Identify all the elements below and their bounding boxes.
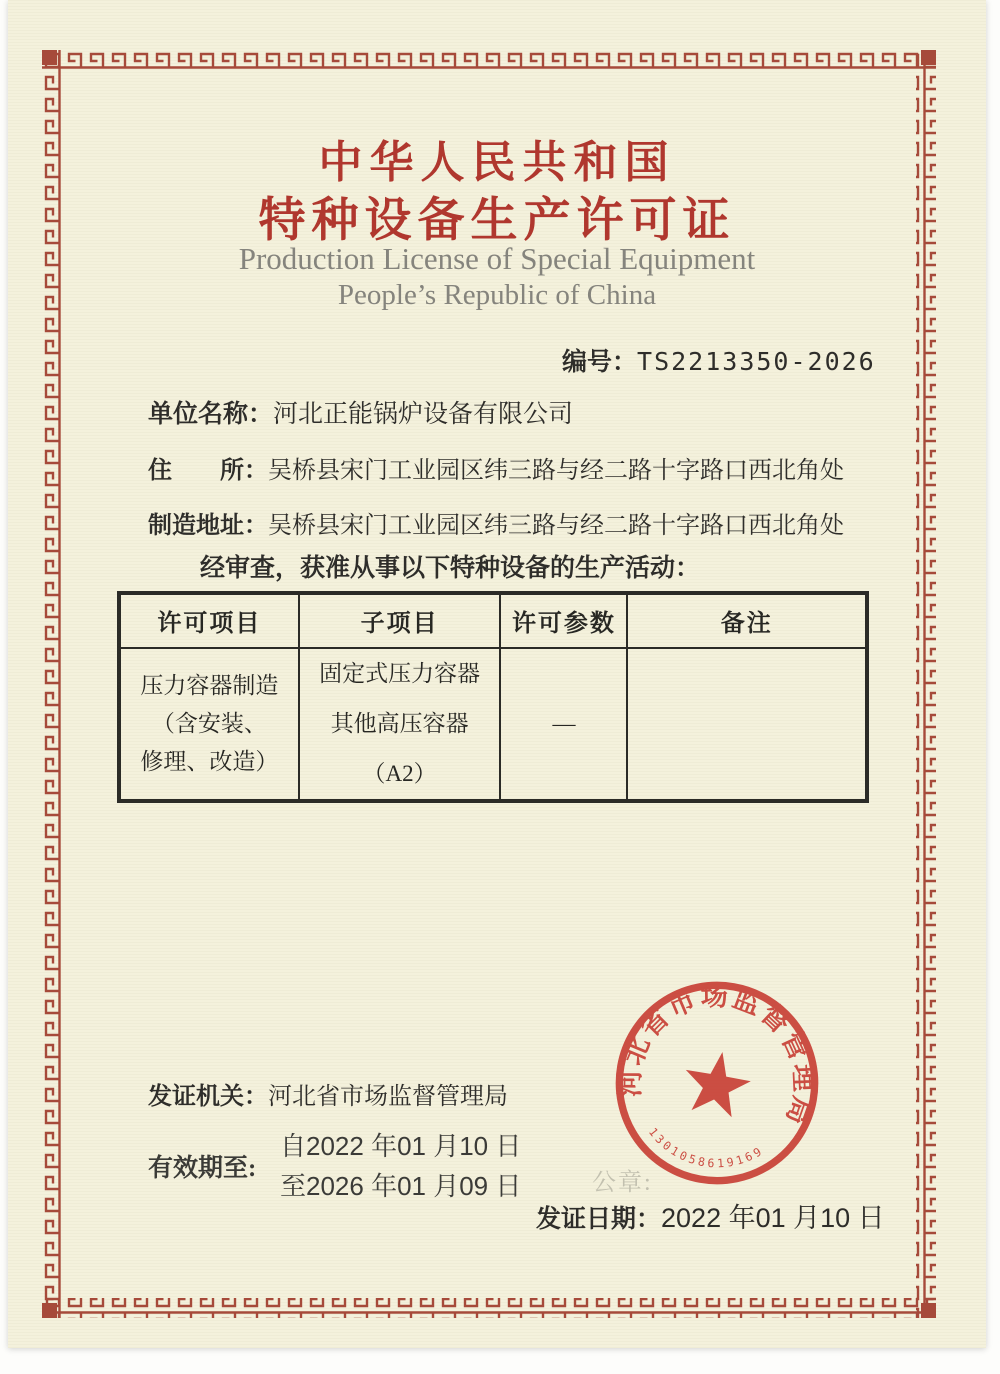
license-number: [562, 342, 876, 378]
manufacture-address-label: 制造地址：: [148, 513, 268, 539]
issue-date-value: 2022 年01 月10 日: [661, 1203, 885, 1233]
official-seal-stamp: [595, 961, 838, 1204]
title-license: 特种设备生产许可证: [258, 195, 736, 247]
unit-name-label: 单位名称：: [148, 401, 274, 428]
seal-star-icon: [679, 1046, 755, 1119]
table-row: [120, 648, 867, 801]
manufacture-address-value: 吴桥县宋门工业园区纬三路与经二路十字路口西北角处: [268, 513, 844, 539]
issuing-authority-label: 发证机关：: [148, 1084, 268, 1110]
title-english-line2: People’s Republic of China: [337, 279, 657, 311]
unit-name-value: 河北正能锅炉设备有限公司: [273, 401, 574, 428]
issue-date-line: [536, 1196, 885, 1235]
svg-text:1301058619169: [642, 1123, 769, 1179]
sub-item-line3: （A2）: [362, 760, 437, 786]
license-number-label: 编号：: [562, 349, 638, 376]
cell-sub-item: [299, 648, 501, 801]
cell-permit-item: [120, 648, 299, 801]
title-english-line1: Production License of Special Equipment: [238, 241, 756, 276]
seal-code-text: 1301058619169: [645, 1124, 767, 1171]
residence-value: 吴桥县宋门工业园区纬三路与经二路十字路口西北角处: [268, 458, 844, 484]
issuing-authority-value: 河北省市场监督管理局: [268, 1084, 508, 1110]
approval-statement: 经审查，获准从事以下特种设备的生产活动：: [200, 555, 701, 582]
header-parameters: 许可参数: [500, 594, 627, 648]
issuing-authority-line: [148, 1076, 508, 1111]
cell-remarks: [627, 648, 866, 801]
header-permit-item: 许可项目: [120, 594, 299, 648]
permit-item-line1: 压力容器制造: [140, 672, 279, 698]
permit-item-line2: （含安装、: [151, 710, 267, 736]
residence-label: 住 所：: [148, 458, 268, 484]
manufacture-address-line: [148, 505, 844, 540]
title-country: 中华人民共和国: [318, 138, 676, 187]
header-sub-item: 子项目: [299, 594, 501, 648]
header-remarks: 备注: [627, 594, 866, 648]
issue-date-label: 发证日期：: [536, 1206, 662, 1233]
permit-table: [118, 592, 868, 802]
residence-line: [148, 450, 844, 485]
cell-parameters: —: [500, 648, 627, 801]
table-header-row: [120, 594, 867, 648]
validity-label: 有效期至:: [148, 1155, 257, 1182]
faint-seal-note: 公章:: [592, 1170, 653, 1196]
unit-name-line: [148, 394, 573, 430]
license-number-value: TS2213350-2026: [637, 347, 876, 376]
validity-to: 至2026 年01 月09 日: [280, 1171, 522, 1201]
permit-item-line3: 修理、改造）: [140, 748, 279, 774]
seal-ring-text: 河北省市场监督管理局: [615, 981, 820, 1131]
sub-item-line1: 固定式压力容器: [319, 660, 481, 686]
validity-dates: [280, 1126, 521, 1206]
sub-item-line2: 其他高压容器: [330, 710, 469, 736]
validity-from: 自2022 年01 月10 日: [280, 1131, 522, 1161]
